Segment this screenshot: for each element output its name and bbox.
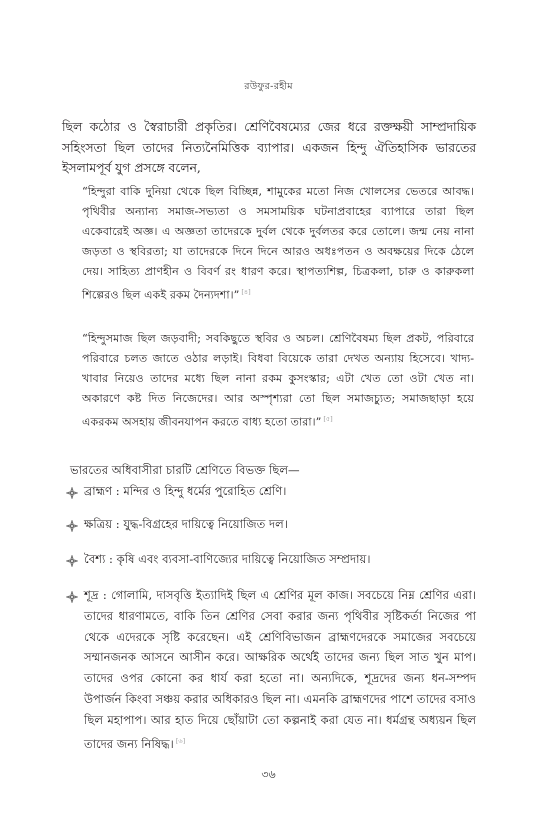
flower-bullet-icon [66, 485, 78, 497]
flower-bullet-icon [66, 589, 78, 601]
block-quote-2 [82, 329, 474, 433]
quote-text: “হিন্দুরা বাকি দুনিয়া থেকে ছিল বিচ্ছিন্ন, শামুকের মতো নিজ খোলসের ভেতরে আবদ্ধ। পৃথিবীর অন্যান্য সমাজ-সভ্যতা ও সমসাময়িক ঘটনাপ্রবাহের ব্যাপারে তারা ছিল একেবারেই অজ্ঞ। এ অজ্ঞতা তাদেরকে দুর্বল থেকে দুর্বলতর করে তোলে। জন্ম নেয় নানা জড়তা ও স্থবিরতা; যা তাদেরকে দিনে দিনে আরও অধঃপতন ও অবক্ষয়ের দিকে ঠেলে দেয়। সাহিত্য প্রাণহীন ও বিবর্ণ রং ধারণ করে। স্থাপত্যশিল্প, চিত্রকলা, চারু ও কারুকলা শিল্পেরও ছিল একই রকম দৈন্যদশা।” [82, 185, 474, 303]
running-head: রউফুর-রহীম [244, 81, 293, 92]
body-paragraph: ছিল কঠোর ও স্বৈরাচারী প্রকৃতির। শ্রেণিবৈষম্যের জের ধরে রক্তক্ষয়ী সাম্প্রদায়িক সহিংসতা ছিল তাদের নিত্যনৈমিত্তিক ব্যাপার। একজন হিন্দু ঐতিহাসিক ভারতের ইসলামপূর্ব যুগ প্রসঙ্গে বলেন, [62, 120, 476, 176]
quote-text: “হিন্দুসমাজ ছিল জড়বাদী; সবকিছুতে স্থবির ও অচল। শ্রেণিবৈষম্য ছিল প্রকট, পরিবারে পরিবারে চলত জাতে ওঠার লড়াই। বিধবা বিয়েকে তারা দেখত অন্যায় হিসেবে। খাদ্য-খাবার নিয়েও তাদের মধ্যে ছিল নানা রকম কুসংস্কার; এটা খেত তো ওটা খেত না। অকারণে কষ্ট দিত নিজেদের। আর অস্পৃশ্যরা তো ছিল সমাজচ্যুত; সমাজছাড়া হয়ে একরকম অসহায় জীবনযাপন করতে বাধ্য হতো তারা।” [82, 332, 474, 430]
class-item-kshatriya [66, 514, 476, 535]
class-item-shudra [66, 585, 476, 754]
class-item-text: ক্ষত্রিয় : যুদ্ধ-বিগ্রহের দায়িত্বে নিয়োজিত দল। [84, 517, 288, 531]
class-item-vaishya [66, 549, 476, 570]
flower-bullet-icon [66, 518, 78, 530]
footnote-ref: [৬] [175, 736, 186, 745]
flower-bullet-icon [66, 553, 78, 565]
class-item-text: ব্রাহ্মণ : মন্দির ও হিন্দু ধর্মের পুরোহিত শ্রেণি। [84, 484, 287, 498]
footnote-ref: [৪] [241, 288, 251, 297]
class-item-brahmin [66, 481, 476, 502]
page-number: ৩৬ [261, 768, 276, 781]
block-quote-1 [82, 182, 474, 306]
class-item-body: শূদ্র : গোলামি, দাসবৃত্তি ইত্যাদিই ছিল এ শ্রেণির মূল কাজ। সবচেয়ে নিম্ন শ্রেণির এরা। তাদের ধারণামতে, বাকি তিন শ্রেণির সেবা করার জন্য পৃথিবীর সৃষ্টিকর্তা নিজের পা থেকে এদেরকে সৃষ্টি করেছেন। এই শ্রেণিবিভাজন ব্রাহ্মণদেরকে সমাজের সবচেয়ে সম্মানজনক আসনে আসীন করে। আক্ষরিক অর্থেই তাদের জন্য ছিল সাত খুন মাপ। তাদের ওপর কোনো কর ধার্য করা হতো না। অন্যদিকে, শূদ্রদের জন্য ধন-সম্পদ উপার্জন কিংবা সঞ্চয় করার অধিকারও ছিল না। এমনকি ব্রাহ্মণদের পাশে তাদের বসাও ছিল মহাপাপ। আর হাত দিয়ে ছোঁয়াটা তো কল্পনাই করা যেত না। ধর্মগ্রন্থ অধ্যয়ন ছিল তাদের জন্য নিষিদ্ধ। [84, 588, 476, 751]
classes-intro: ভারতের অধিবাসীরা চারটি শ্রেণিতে বিভক্ত ছিল— [70, 463, 300, 477]
class-item-text [84, 585, 476, 754]
class-item-text: বৈশ্য : কৃষি এবং ব্যবসা-বাণিজ্যের দায়িত্বে নিয়োজিত সম্প্রদায়। [84, 552, 371, 566]
footnote-ref: [৫] [323, 415, 333, 424]
